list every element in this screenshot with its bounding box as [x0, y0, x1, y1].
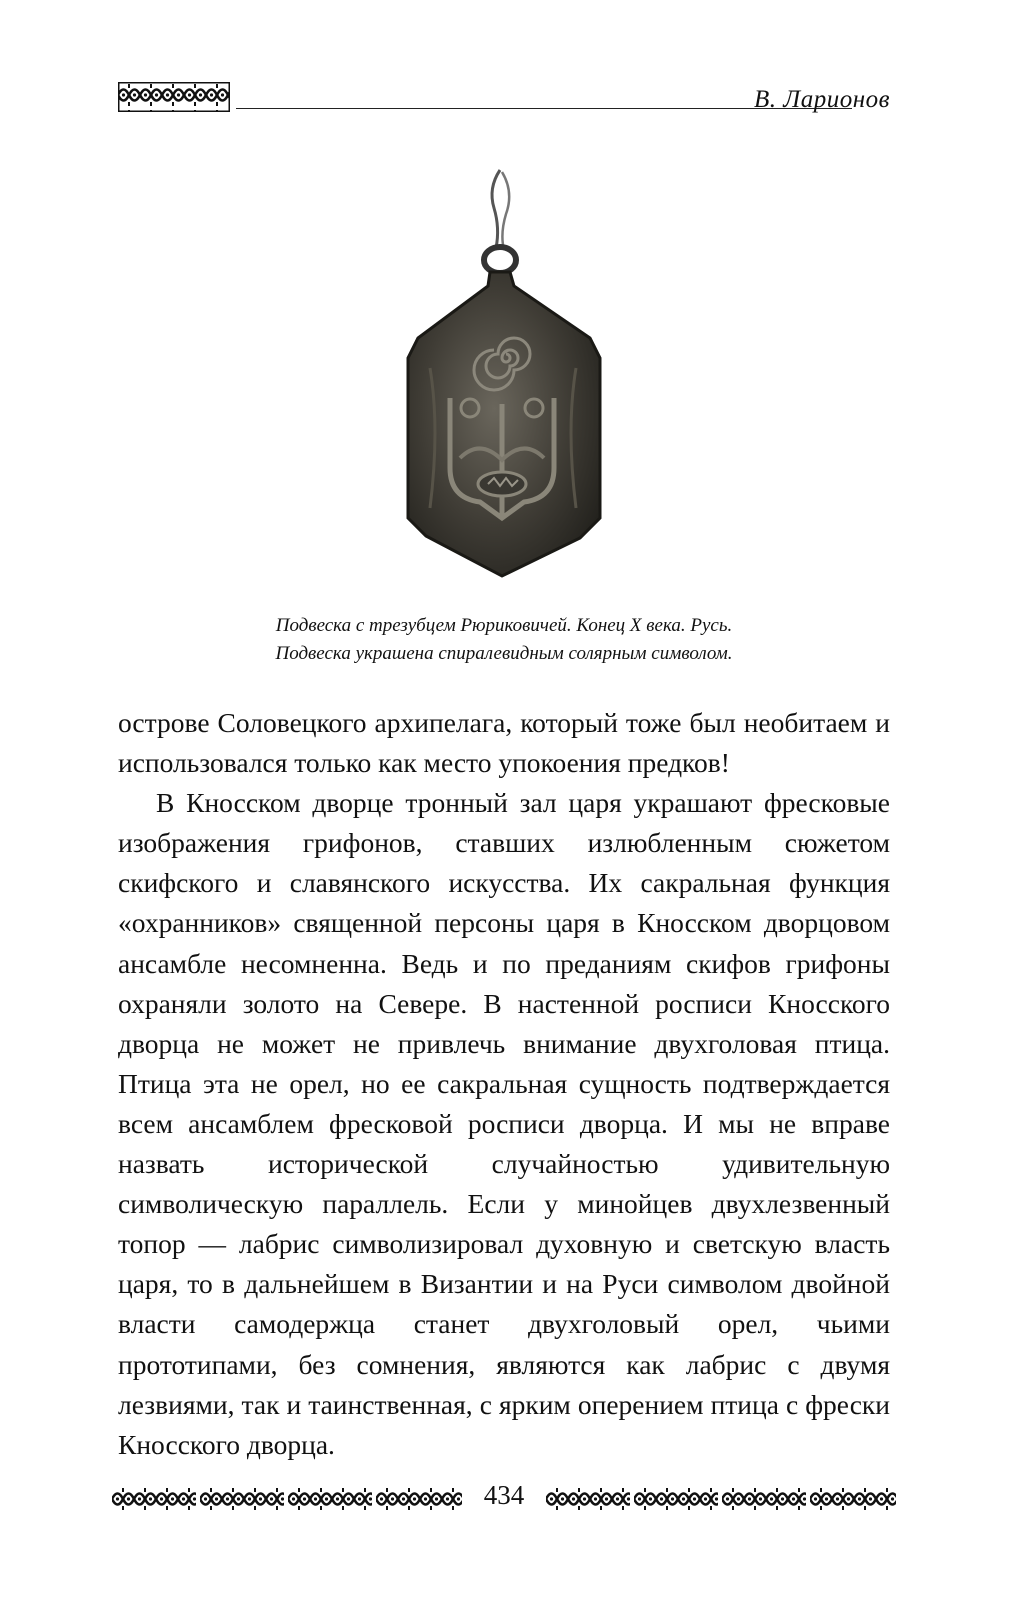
author-name: В. Ларионов: [754, 86, 890, 113]
paragraph: острове Соловецкого архипелага, который тоже был необитаем и использовался только как место упокоения предков!: [118, 707, 890, 779]
page-number: 434: [483, 1480, 525, 1510]
page-footer: [112, 1480, 896, 1520]
caption-line-1: Подвеска с трезубцем Рюриковичей. Конец X века. Русь.: [275, 615, 733, 636]
pendant-photo: [390, 168, 622, 588]
figure-caption: [118, 612, 890, 668]
knotwork-ornament-icon: [546, 1486, 896, 1512]
body-text: [118, 703, 890, 1465]
caption-line-2: Подвеска украшена спиралевидным солярным символом.: [275, 643, 733, 664]
knotwork-ornament-icon: [112, 1486, 462, 1512]
paragraph: В Кносском дворце тронный зал царя украшают фресковые изображения грифонов, ставших излюбленным сюжетом скифского и славянского искусства. Их сакральная функция «охранников» священной персоны царя в Кносском дворцовом ансамбле несомненна. Ведь и по преданиям скифов грифоны охраняли золото на Севере. В настенной росписи Кносского дворца не может не привлечь внимание двухголовая птица. Птица эта не орел, но ее сакральная сущность подтверждается всем ансамблем фресковой росписи дворца. И мы не вправе назвать исторической случайностью удивительную символическую параллель. Если у минойцев двухлезвенный топор — лабрис символизировал духовную и светскую власть царя, то в дальнейшем в Византии и на Руси символом двойной власти самодержца станет двухголовый орел, чьими прототипами, без сомнения, являются как лабрис с двумя лезвиями, так и таинственная, с ярким оперением птица с фрески Кносского дворца.: [118, 787, 890, 1460]
running-header: [118, 78, 890, 118]
knotwork-ornament-icon: [118, 82, 230, 112]
